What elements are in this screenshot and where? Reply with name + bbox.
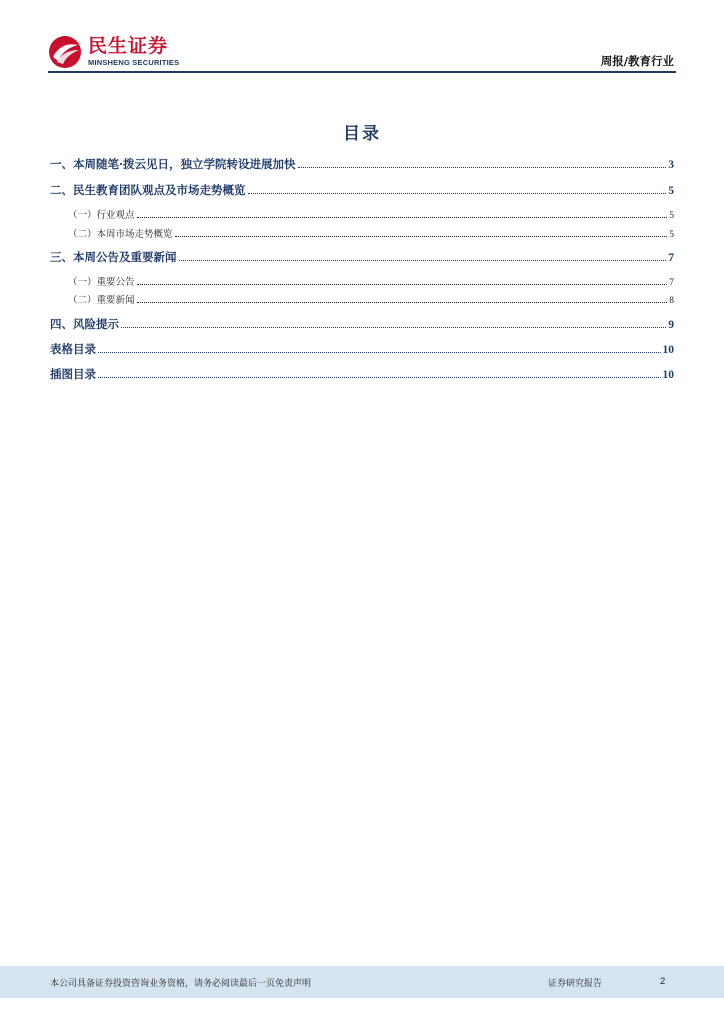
toc-subentry[interactable] [50,207,674,221]
toc-entry[interactable] [50,249,674,265]
toc-subentry[interactable] [50,226,674,240]
toc-leader-dots [137,302,668,303]
toc-entry-label: （二）本周市场走势概览 [68,229,173,240]
toc-entry[interactable] [50,366,674,382]
report-type-label: 周报/教育行业 [600,54,674,68]
toc-entry-page: 9 [668,319,674,331]
toc-entry-page: 5 [669,211,674,221]
toc-entry-page: 7 [669,278,674,288]
logo-english-name: MINSHENG SECURITIES [88,58,180,68]
toc-leader-dots [98,352,661,353]
page-header [48,30,676,72]
toc-subentry[interactable] [50,292,674,306]
toc-entry-page: 10 [662,369,674,381]
toc-entry-label: 插图目录 [50,367,96,381]
toc-leader-dots [298,167,667,168]
toc-entry-page: 5 [668,185,674,197]
header-divider [48,71,676,73]
toc-entry[interactable] [50,341,674,357]
toc-entry-label: 三、本周公告及重要新闻 [50,250,177,264]
toc-title: 目录 [343,124,381,144]
toc-leader-dots [248,193,667,194]
toc-entry-label: 一、本周随笔·拨云见日，独立学院转设进展加快 [50,157,296,171]
minsheng-logo [48,34,179,70]
toc-entry[interactable] [50,316,674,332]
toc-entry-page: 3 [668,159,674,171]
toc-entry-page: 8 [669,296,674,306]
footer-document-type: 证券研究报告 [548,979,603,989]
toc-entry-label: （二）重要新闻 [68,295,135,306]
toc-entry-label: （一）重要公告 [68,277,135,288]
toc-leader-dots [179,260,667,261]
toc-entry-page: 5 [669,230,674,240]
toc-subentry[interactable] [50,274,674,288]
toc-entry-page: 7 [668,252,674,264]
toc-leader-dots [137,217,668,218]
toc-entry-label: （一）行业观点 [68,210,135,221]
toc-entry[interactable] [50,156,674,172]
toc-entry-label: 表格目录 [50,342,96,356]
toc-leader-dots [175,236,668,237]
minsheng-logo-icon [48,35,82,69]
footer-disclaimer: 本公司具备证券投资咨询业务资格，请务必阅读最后一页免责声明 [50,979,312,989]
toc-leader-dots [121,327,666,328]
toc-entry-page: 10 [662,344,674,356]
toc-leader-dots [137,284,668,285]
toc-entry-label: 四、风险提示 [50,317,119,331]
toc-entry[interactable] [50,182,674,198]
footer-page-number: 2 [660,976,666,987]
toc-leader-dots [98,377,661,378]
toc-entry-label: 二、民生教育团队观点及市场走势概览 [50,183,246,197]
logo-chinese-name: 民生证券 [88,35,169,58]
